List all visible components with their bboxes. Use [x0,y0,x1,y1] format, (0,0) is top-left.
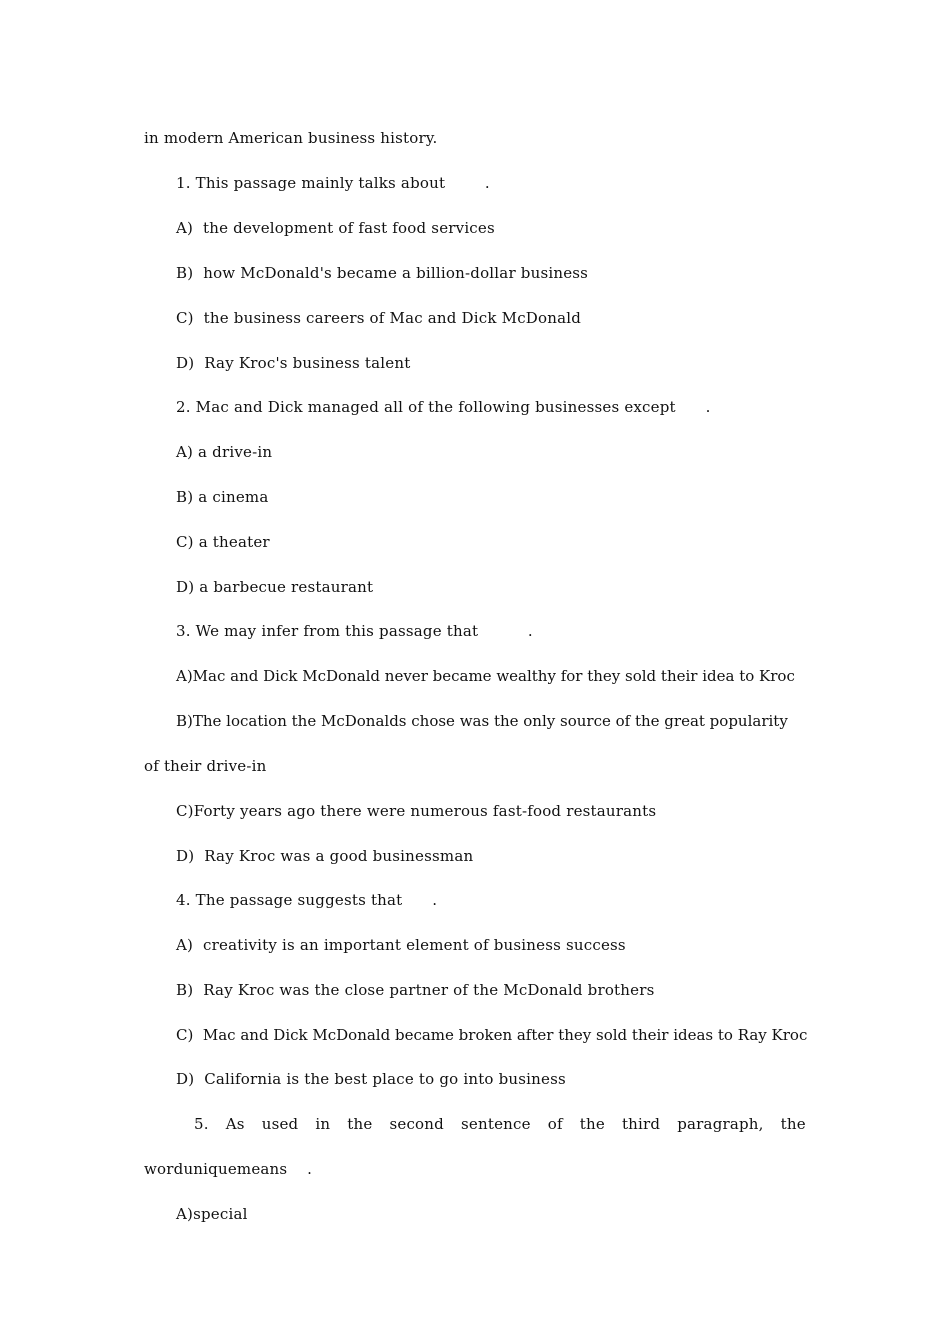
q4-stem: 4. The passage suggests that . [176,891,438,909]
q1-option-c: C) the business careers of Mac and Dick McDonald [176,309,582,327]
q5-word: second [389,1115,444,1133]
q2-option-d: D) a barbecue restaurant [176,578,374,596]
q3-option-b-line1: B)The location the McDonalds chose was the only source of the great popularity [176,712,788,730]
q3-option-b-line2: of their drive-in [144,757,267,775]
intro-tail: in modern American business history. [144,129,438,147]
q1-option-a: A) the development of fast food services [176,219,495,237]
q5-word: the [579,1115,605,1133]
q5-word: the [347,1115,373,1133]
q5-word: sentence [461,1115,531,1133]
q4-option-a: A) creativity is an important element of business success [176,936,626,954]
q1-stem: 1. This passage mainly talks about . [176,174,490,192]
q5-word: paragraph, [677,1115,764,1133]
q1-option-d: D) Ray Kroc's business talent [176,354,411,372]
q2-option-a: A) a drive-in [176,443,273,461]
q4-option-c: C) Mac and Dick McDonald became broken after they sold their ideas to Ray Kroc [176,1026,808,1044]
q5-stem-line2: worduniquemeans . [144,1160,313,1178]
q2-option-b: B) a cinema [176,488,269,506]
q5-word: in [315,1115,331,1133]
q5-word: the [780,1115,806,1133]
q5-word: used [261,1115,299,1133]
q5-stem-line1 [194,1114,806,1134]
q4-option-d: D) California is the best place to go into business [176,1070,566,1088]
q4-option-b: B) Ray Kroc was the close partner of the McDonald brothers [176,981,655,999]
q5-word: As [225,1115,245,1133]
q3-stem: 3. We may infer from this passage that . [176,622,533,640]
q5-word: 5. [194,1115,209,1133]
q5-option-a: A)special [176,1205,248,1223]
q5-word: third [621,1115,661,1133]
q3-option-d: D) Ray Kroc was a good businessman [176,847,474,865]
q1-option-b: B) how McDonald's became a billion-dollar business [176,264,589,282]
q5-word: of [547,1115,563,1133]
q2-stem: 2. Mac and Dick managed all of the following businesses except . [176,398,711,416]
q2-option-c: C) a theater [176,533,270,551]
q3-option-a: A)Mac and Dick McDonald never became wealthy for they sold their idea to Kroc [176,667,795,685]
q3-option-c: C)Forty years ago there were numerous fast-food restaurants [176,802,657,820]
